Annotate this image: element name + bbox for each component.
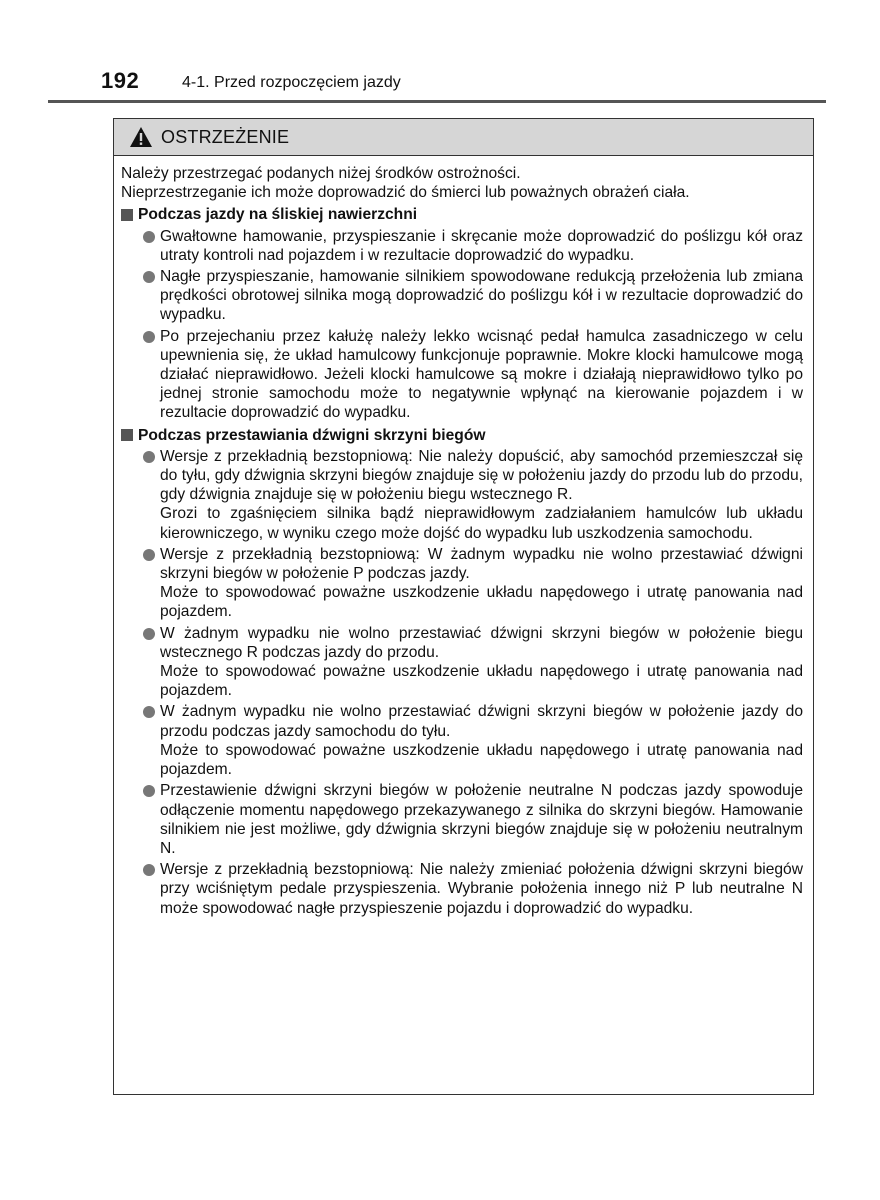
list-item-text: Wersje z przekładnią bezstopniową: Nie należy zmieniać położenia dźwigni skrzyni biegów przy wciśniętym pedale przyspieszenia. Wybranie położenia innego niż P lub neutralne N może spowodować nagłe przyspieszenie pojazdu i doprowadzić do wypadku. — [160, 861, 803, 917]
list-item — [121, 327, 803, 423]
round-bullet-icon — [143, 864, 155, 876]
list-item-subtext: Grozi to zgaśnięciem silnika bądź nieprawidłowym zadziałaniem hamulców lub układu kierowniczego, w wyniku czego może dojść do wypadku lub uszkodzenia samochodu. — [160, 505, 803, 542]
warning-title: OSTRZEŻENIE — [161, 126, 290, 147]
section-title: 4-1. Przed rozpoczęciem jazdy — [182, 74, 401, 91]
list-item-text: Przestawienie dźwigni skrzyni biegów w położenie neutralne N podczas jazdy spowoduje odłączenie momentu napędowego przekazywanego z silnika do skrzyni biegów. Hamowanie silnikiem nie jest możliwe, gdy dźwignia skrzyni biegów znajduje się w położeniu neutralnym N. — [160, 782, 803, 857]
list-item-subtext: Może to spowodować poważne uszkodzenie układu napędowego i utratę panowania nad pojazdem. — [160, 584, 803, 621]
round-bullet-icon — [143, 231, 155, 243]
round-bullet-icon — [143, 549, 155, 561]
list-item-subtext: Może to spowodować poważne uszkodzenie układu napędowego i utratę panowania nad pojazdem. — [160, 741, 803, 779]
section-heading — [121, 426, 803, 445]
page-number: 192 — [101, 68, 140, 93]
section-heading-text: Podczas jazdy na śliskiej nawierzchni — [138, 206, 418, 224]
round-bullet-icon — [143, 331, 155, 343]
warning-header — [114, 119, 813, 156]
round-bullet-icon — [143, 706, 155, 718]
list-item-text: Wersje z przekładnią bezstopniową: W żadnym wypadku nie wolno przestawiać dźwigni skrzyni biegów w położenie P podczas jazdy. — [160, 545, 803, 583]
list-item — [121, 447, 803, 543]
list-item-text: Po przejechaniu przez kałużę należy lekko wcisnąć pedał hamulca zasadniczego w celu upewnienia się, że układ hamulcowy funkcjonuje poprawnie. Mokre klocki hamulcowe mogą działać nieprawidłowo. Jeżeli klocki hamulcowe są mokre i działają nieprawidłowo tylko po jednej stronie samochodu może to negatywnie wpłynąć na kierowanie pojazdem i w rezultacie doprowadzić do wypadku. — [160, 327, 803, 422]
round-bullet-icon — [143, 628, 155, 640]
header-rule — [48, 100, 826, 103]
list-item-subtext: Może to spowodować poważne uszkodzenie układu napędowego i utratę panowania nad pojazdem. — [160, 663, 803, 700]
section-heading — [121, 205, 803, 224]
list-item — [121, 781, 803, 858]
list-item — [121, 267, 803, 325]
warning-intro — [121, 164, 803, 202]
intro-line: Należy przestrzegać podanych niżej środków ostrożności. — [121, 165, 521, 182]
list-item-text: W żadnym wypadku nie wolno przestawiać dźwigni skrzyni biegów w położenie jazdy do przodu podczas jazdy samochodu do tyłu. — [160, 703, 803, 740]
list-item-text: Nagłe przyspieszanie, hamowanie silnikiem spowodowane redukcją przełożenia lub zmiana prędkości obrotowej silnika mogą doprowadzić do poślizgu kół i w rezultacie doprowadzić do wypadku. — [160, 268, 803, 324]
round-bullet-icon — [143, 785, 155, 797]
list-item — [121, 227, 803, 265]
list-item-text: Wersje z przekładnią bezstopniową: Nie należy dopuścić, aby samochód przemieszczał się do tyłu, gdy dźwignia skrzyni biegów znajduje się w położeniu jazdy do przodu lub do przodu, gdy dźwignia znajduje się w położeniu biegu wstecznego R. — [160, 447, 803, 504]
list-item-text: Gwałtowne hamowanie, przyspieszanie i skręcanie może doprowadzić do poślizgu kół oraz utraty kontroli nad pojazdem i w rezultacie doprowadzić do wypadku. — [160, 227, 803, 264]
warning-triangle-icon — [129, 126, 153, 148]
list-item — [121, 860, 803, 918]
square-bullet-icon — [121, 429, 133, 441]
list-item — [121, 624, 803, 701]
round-bullet-icon — [143, 271, 155, 283]
list-item-text: W żadnym wypadku nie wolno przestawiać dźwigni skrzyni biegów w położenie biegu wstecznego R podczas jazdy do przodu. — [160, 624, 803, 661]
intro-line: Nieprzestrzeganie ich może doprowadzić do śmierci lub poważnych obrażeń ciała. — [121, 184, 690, 202]
warning-content — [114, 156, 813, 918]
warning-box — [113, 118, 814, 1095]
square-bullet-icon — [121, 209, 133, 221]
round-bullet-icon — [143, 451, 155, 463]
list-item — [121, 702, 803, 779]
section-heading-text: Podczas przestawiania dźwigni skrzyni biegów — [138, 426, 486, 444]
list-item — [121, 545, 803, 622]
